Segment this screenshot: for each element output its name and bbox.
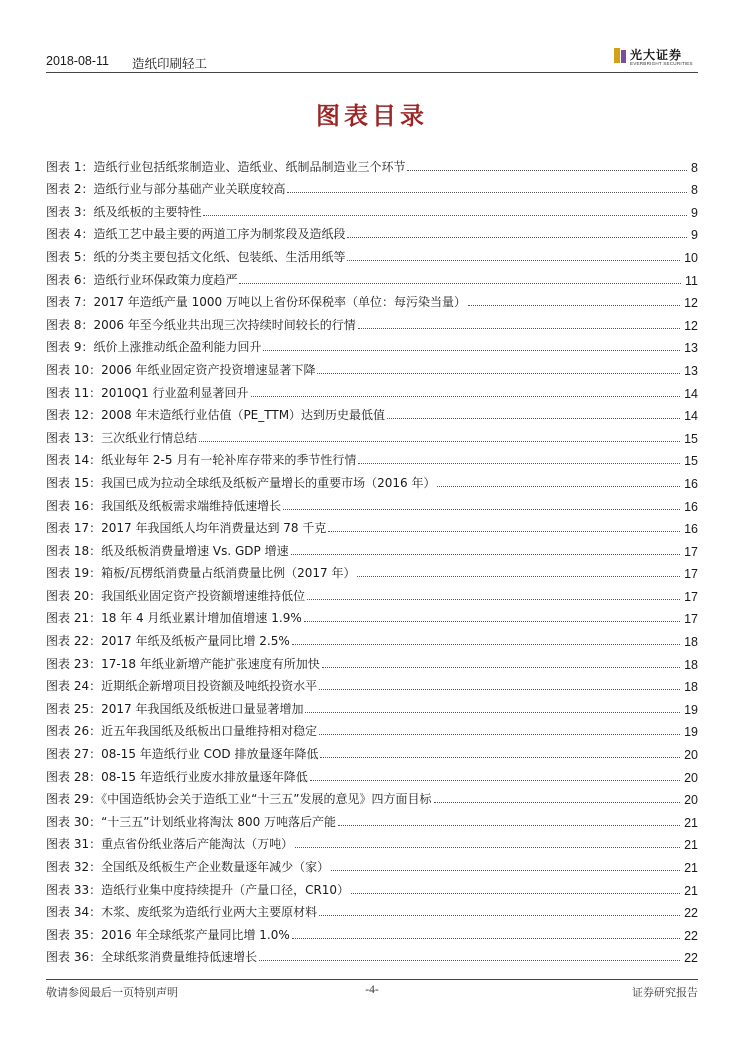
- toc-entry-page: 12: [684, 318, 698, 333]
- toc-entry[interactable]: [46, 581, 698, 604]
- dot-leader: [295, 847, 680, 848]
- toc-entry-page: 18: [684, 657, 698, 672]
- dot-leader: [319, 915, 680, 916]
- toc-entry[interactable]: [46, 175, 698, 198]
- dot-leader: [291, 554, 681, 555]
- toc-entry-page: 11: [685, 273, 698, 288]
- toc-entry-title[interactable]: 图表 33：造纸行业集中度持续提升（产量口径，CR10）: [46, 882, 350, 897]
- toc-entry-page: 15: [684, 431, 698, 446]
- toc-entry-title[interactable]: 图表 12：2008 年末造纸行业估值（PE_TTM）达到历史最低值: [46, 408, 386, 423]
- dot-leader: [319, 689, 680, 690]
- dot-leader: [239, 283, 681, 284]
- report-type: 证券研究报告: [632, 986, 698, 999]
- toc-entry-page: 13: [684, 363, 698, 378]
- toc-entry[interactable]: [46, 288, 698, 311]
- toc-entry[interactable]: [46, 242, 698, 265]
- toc-entry-title[interactable]: 图表 18：纸及纸板消费量增速 Vs. GDP 增速: [46, 543, 289, 558]
- dot-leader: [357, 576, 680, 577]
- toc-entry-page: 21: [684, 815, 698, 830]
- dot-leader: [283, 509, 680, 510]
- report-date: 2018-08-11: [46, 54, 110, 68]
- toc-entry[interactable]: [46, 898, 698, 921]
- everbright-securities-logo: [613, 47, 701, 69]
- dot-leader: [328, 531, 680, 532]
- dot-leader: [259, 960, 680, 961]
- page-number: -4-: [365, 984, 379, 996]
- toc-entry-title[interactable]: 图表 22：2017 年纸及纸板产量同比增 2.5%: [46, 634, 290, 649]
- toc-entry-page: 18: [684, 680, 698, 695]
- dot-leader: [287, 192, 687, 193]
- toc-entry-title[interactable]: 图表 30：“十三五”计划纸业将淘汰 800 万吨落后产能: [46, 814, 337, 829]
- toc-entry-title[interactable]: 图表 5：纸的分类主要包括文化纸、包装纸、生活用纸等: [46, 249, 346, 264]
- dot-leader: [468, 305, 680, 306]
- page-title: 图表目录: [316, 101, 428, 130]
- toc-entry-title[interactable]: 图表 35：2016 年全球纸浆产量同比增 1.0%: [46, 927, 290, 942]
- toc-entry-title[interactable]: 图表 31：重点省份纸业落后产能淘汰（万吨）: [46, 837, 294, 852]
- toc-entry-page: 17: [684, 612, 698, 627]
- toc-entry-page: 22: [684, 906, 698, 921]
- dot-leader: [310, 780, 680, 781]
- toc-entry-title[interactable]: 图表 34：木浆、废纸浆为造纸行业两大主要原材料: [46, 905, 318, 920]
- toc-entry-page: 22: [684, 951, 698, 966]
- toc-entry-title[interactable]: 图表 23：17-18 年纸业新增产能扩张速度有所加快: [46, 656, 320, 671]
- dot-leader: [387, 418, 680, 419]
- toc-entry-title[interactable]: 图表 25：2017 年我国纸及纸板进口量显著增加: [46, 701, 304, 716]
- toc-entry-title[interactable]: 图表 28：08-15 年造纸行业废水排放量逐年降低: [46, 769, 308, 784]
- toc-entry-title[interactable]: 图表 27：08-15 年造纸行业 COD 排放量逐年降低: [46, 747, 319, 762]
- dot-leader: [437, 486, 680, 487]
- toc-entry[interactable]: [46, 943, 698, 966]
- dot-leader: [347, 237, 687, 238]
- toc-entry-page: 21: [684, 861, 698, 875]
- dot-leader: [338, 825, 680, 826]
- toc-entry-page: 17: [684, 589, 698, 604]
- toc-entry-page: 19: [684, 702, 698, 717]
- toc-entry-title[interactable]: 图表 36：全球纸浆消费量维持低速增长: [46, 950, 258, 965]
- toc-entry-page: 19: [684, 725, 698, 740]
- toc-entry[interactable]: [46, 401, 698, 424]
- header-divider: [46, 72, 698, 73]
- toc-entry[interactable]: [46, 152, 698, 175]
- toc-entry[interactable]: [46, 468, 698, 491]
- dot-leader: [307, 599, 680, 600]
- toc-entry-page: 13: [684, 341, 698, 356]
- toc-entry-page: 16: [684, 499, 698, 514]
- page-header: [46, 50, 698, 72]
- toc-entry-page: 8: [691, 160, 698, 175]
- toc-entry-title[interactable]: 图表 9：纸价上涨推动纸企盈利能力回升: [46, 340, 262, 355]
- toc-entry-page: 21: [684, 883, 698, 898]
- toc-entry-page: 20: [684, 793, 698, 808]
- toc-entry-title[interactable]: 图表 10：2006 年纸业固定资产投资增速显著下降: [46, 362, 316, 377]
- toc-entry-page: 12: [684, 296, 698, 311]
- dot-leader: [304, 621, 680, 622]
- toc-entry-page: 14: [684, 386, 698, 401]
- page-footer: [46, 984, 698, 1002]
- logo-en-text: EVERBRIGHT SECURITIES: [630, 61, 693, 66]
- toc-entry-title[interactable]: 图表 15：我国已成为拉动全球纸及纸板产量增长的重要市场（2016 年）: [46, 475, 436, 490]
- toc-entry-page: 17: [684, 567, 698, 582]
- dot-leader: [331, 870, 680, 871]
- toc-entry-page: 9: [691, 228, 698, 243]
- toc-entry-title[interactable]: 图表 32：全国纸及纸板生产企业数量逐年减少（家）: [46, 860, 330, 874]
- dot-leader: [317, 373, 680, 374]
- toc-entry-title[interactable]: 图表 11：2010Q1 行业盈利显著回升: [46, 385, 249, 400]
- figure-list: [46, 152, 698, 965]
- footer-divider: [46, 979, 698, 980]
- dot-leader: [320, 757, 680, 758]
- toc-entry-title[interactable]: 图表 1：造纸行业包括纸浆制造业、造纸业、纸制品制造业三个环节: [46, 159, 406, 174]
- disclaimer-note: 敬请参阅最后一页特别声明: [46, 986, 178, 999]
- toc-entry-title[interactable]: 图表 17：2017 年我国纸人均年消费量达到 78 千克: [46, 521, 327, 536]
- toc-entry[interactable]: [46, 446, 698, 469]
- toc-entry[interactable]: [46, 694, 698, 717]
- toc-entry[interactable]: [46, 852, 698, 875]
- dot-leader: [263, 350, 680, 351]
- toc-entry[interactable]: [46, 807, 698, 830]
- toc-entry[interactable]: [46, 920, 698, 943]
- logo-mark-icon: [613, 47, 627, 65]
- toc-entry[interactable]: [46, 604, 698, 627]
- toc-entry[interactable]: [46, 785, 698, 808]
- toc-entry[interactable]: [46, 333, 698, 356]
- industry-name: 造纸印刷轻工: [132, 56, 208, 71]
- toc-entry-title[interactable]: 图表 26：近五年我国纸及纸板出口量维持相对稳定: [46, 724, 318, 739]
- toc-entry[interactable]: [46, 559, 698, 582]
- logo-cn-text: 光大证券: [630, 48, 683, 62]
- toc-entry-page: 17: [684, 544, 698, 559]
- toc-entry-page: 16: [684, 522, 698, 537]
- toc-entry-title[interactable]: 图表 3：纸及纸板的主要特性: [46, 204, 202, 219]
- toc-entry-title[interactable]: 图表 21：18 年 4 月纸业累计增加值增速 1.9%: [46, 611, 302, 626]
- toc-entry-title[interactable]: 图表 29：《中国造纸协会关于造纸工业“十三五”发展的意见》四方面目标: [46, 792, 432, 807]
- toc-entry[interactable]: [46, 378, 698, 401]
- toc-entry-page: 16: [684, 476, 698, 491]
- dot-leader: [358, 463, 680, 464]
- toc-entry-page: 20: [684, 748, 698, 763]
- toc-entry-page: 8: [691, 183, 698, 198]
- toc-entry[interactable]: [46, 197, 698, 220]
- toc-entry[interactable]: [46, 355, 698, 378]
- toc-entry[interactable]: [46, 536, 698, 559]
- toc-entry-title[interactable]: 图表 14：纸业每年 2-5 月有一轮补库存带来的季节性行情: [46, 453, 357, 468]
- dot-leader: [407, 170, 687, 171]
- toc-entry-title[interactable]: 图表 20：我国纸业固定资产投资额增速维持低位: [46, 588, 306, 603]
- toc-entry[interactable]: [46, 717, 698, 740]
- toc-entry[interactable]: [46, 762, 698, 785]
- toc-entry-title[interactable]: 图表 4：造纸工艺中最主要的两道工序为制浆段及造纸段: [46, 227, 346, 242]
- dot-leader: [292, 938, 680, 939]
- toc-entry-page: 10: [684, 250, 698, 265]
- dot-leader: [203, 215, 687, 216]
- toc-entry-title[interactable]: 图表 2：造纸行业与部分基础产业关联度较高: [46, 182, 286, 197]
- toc-entry-title[interactable]: 图表 8：2006 年至今纸业共出现三次持续时间较长的行情: [46, 317, 356, 332]
- dot-leader: [319, 734, 680, 735]
- toc-entry-page: 21: [684, 838, 698, 853]
- toc-entry-title[interactable]: 图表 13：三次纸业行情总结: [46, 430, 198, 445]
- toc-entry-page: 14: [684, 409, 698, 424]
- toc-entry-page: 22: [684, 928, 698, 943]
- toc-entry-title[interactable]: 图表 6：造纸行业环保政策力度趋严: [46, 272, 238, 287]
- toc-entry-title[interactable]: 图表 19：箱板/瓦楞纸消费量占纸消费量比例（2017 年）: [46, 566, 356, 581]
- toc-entry-title[interactable]: 图表 16：我国纸及纸板需求端维持低速增长: [46, 498, 282, 513]
- toc-entry[interactable]: [46, 830, 698, 853]
- dot-leader: [322, 667, 680, 668]
- toc-entry-page: 15: [684, 454, 698, 469]
- toc-entry[interactable]: [46, 423, 698, 446]
- dot-leader: [292, 644, 680, 645]
- dot-leader: [358, 328, 680, 329]
- dot-leader: [347, 260, 680, 261]
- toc-entry[interactable]: [46, 491, 698, 514]
- toc-entry-title[interactable]: 图表 7：2017 年造纸产量 1000 万吨以上省份环保税率（单位：每污染当量）: [46, 295, 466, 310]
- toc-entry-page: 9: [691, 205, 698, 220]
- dot-leader: [434, 802, 681, 803]
- toc-entry-page: 18: [684, 635, 698, 650]
- toc-entry[interactable]: [46, 649, 698, 672]
- toc-entry[interactable]: [46, 875, 698, 898]
- dot-leader: [351, 893, 680, 894]
- toc-entry[interactable]: [46, 739, 698, 762]
- toc-entry[interactable]: [46, 220, 698, 243]
- toc-entry[interactable]: [46, 514, 698, 537]
- dot-leader: [199, 441, 680, 442]
- dot-leader: [251, 396, 681, 397]
- dot-leader: [305, 712, 680, 713]
- toc-entry[interactable]: [46, 265, 698, 288]
- toc-entry[interactable]: [46, 626, 698, 649]
- toc-entry-page: 20: [684, 770, 698, 785]
- toc-entry-title[interactable]: 图表 24：近期纸企新增项目投资额及吨纸投资水平: [46, 679, 318, 694]
- toc-entry[interactable]: [46, 310, 698, 333]
- toc-entry[interactable]: [46, 672, 698, 695]
